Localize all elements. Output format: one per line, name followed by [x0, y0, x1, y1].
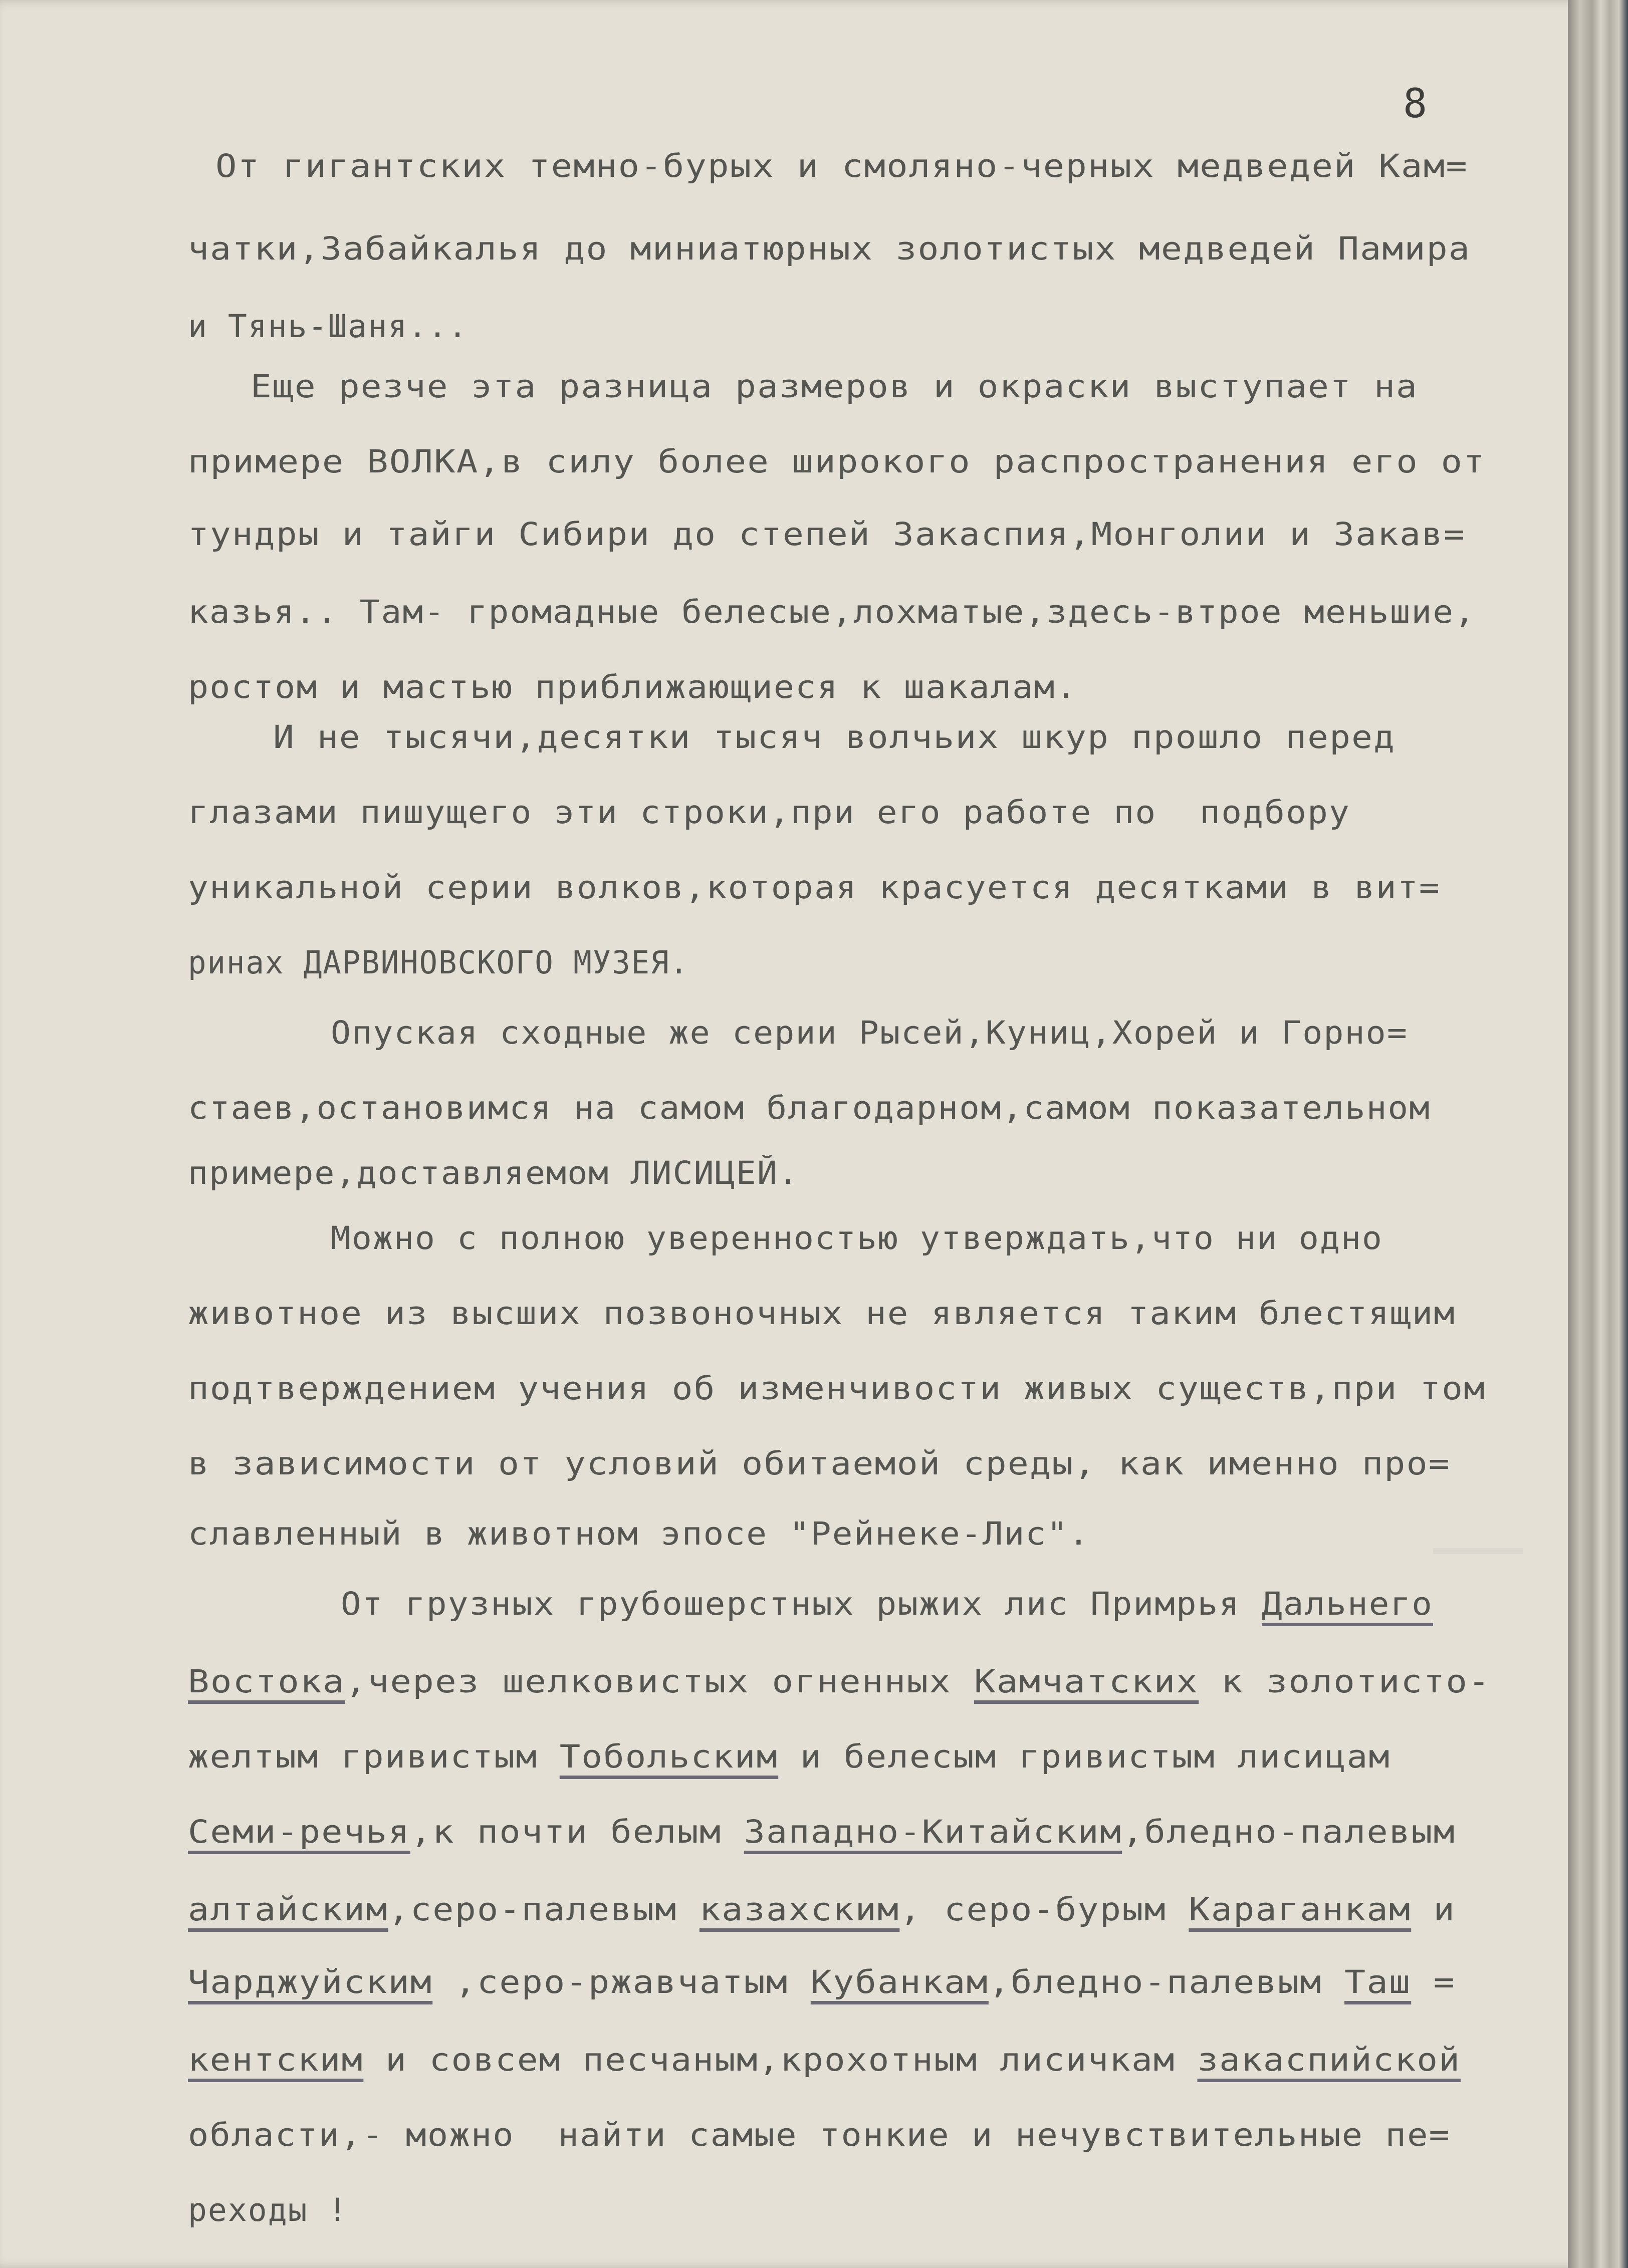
text-line [188, 1663, 1491, 1700]
underlined-word: Кубанкам [810, 1964, 989, 2000]
underlined-word: Семи-речья [188, 1814, 410, 1850]
underlined-word: Камчатских [974, 1663, 1199, 1700]
text-segment: реходы ! [188, 2192, 348, 2228]
text-segment: Можно с полною уверенностью утверждать,что ни одно [331, 1220, 1383, 1256]
underlined-word: алтайским [188, 1891, 388, 1928]
text-line [188, 1814, 1456, 1850]
underlined-word: Тобольским [559, 1738, 779, 1775]
text-segment: Опуская сходные же серии Рысей,Куниц,Хорей и Горно= [331, 1015, 1408, 1051]
text-segment: чатки,Забайкалья до миниатюрных золотистых медведей Памира [188, 230, 1471, 267]
text-segment: , серо-бурым [899, 1891, 1189, 1928]
text-line [188, 2117, 1451, 2153]
underlined-word: Таш [1344, 1964, 1412, 2000]
text-segment: ,бледно-палевым [1122, 1814, 1456, 1850]
text-line [188, 794, 1350, 831]
text-line [188, 1370, 1486, 1407]
text-segment: и белесым гривистым лисицам [778, 1738, 1390, 1775]
underlined-word: казахским [699, 1891, 900, 1928]
text-line [188, 443, 1486, 480]
underlined-word: Чарджуйским [188, 1964, 433, 2000]
underlined-word: Востока [188, 1663, 345, 1700]
underlined-word: Западно-Китайским [744, 1814, 1122, 1850]
text-line [215, 148, 1468, 184]
text-segment: и Тянь-Шаня... [188, 308, 469, 345]
text-segment: уникальной серии волков,которая красуется десятками в вит= [188, 869, 1441, 906]
underlined-word: Дальнего [1262, 1586, 1433, 1622]
text-line [188, 1964, 1456, 2000]
text-line [188, 230, 1471, 267]
text-segment: ,серо-ржавчатым [432, 1964, 811, 2000]
text-segment: подтверждением учения об изменчивости живых существ,при том [188, 1370, 1486, 1407]
text-segment: животное из высших позвоночных не является таким блестящим [188, 1295, 1456, 1332]
text-segment: ,через шелковистых огненных [345, 1663, 974, 1700]
text-line [188, 1445, 1451, 1482]
page-stack-edge [1568, 0, 1628, 2268]
text-segment: желтым гривистым [188, 1738, 560, 1775]
text-segment: и совсем песчаным,крохотным лисичкам [363, 2042, 1198, 2078]
underlined-word: закаспийской [1197, 2042, 1461, 2078]
text-segment: славленный в животном эпосе "Рейнеке-Лис". [188, 1516, 1090, 1552]
text-line [188, 1155, 799, 1191]
text-segment: ,к почти белым [410, 1814, 744, 1850]
text-line [188, 516, 1466, 553]
paper-mark [1433, 1548, 1523, 1554]
text-line [188, 944, 689, 981]
text-segment: стаев,остановимся на самом благодарном,самом показательном [188, 1090, 1431, 1126]
text-line [341, 1586, 1433, 1622]
text-line [188, 869, 1441, 906]
text-line [188, 1516, 1090, 1552]
underlined-word: Караганкам [1189, 1891, 1412, 1928]
text-segment: ,бледно-палевым [988, 1964, 1345, 2000]
text-line [188, 308, 468, 345]
text-segment: От грузных грубошерстных рыжих лис Примрья [341, 1586, 1262, 1622]
text-line [188, 1295, 1456, 1332]
text-segment: ,серо-палевым [388, 1891, 700, 1928]
text-segment: = [1411, 1964, 1456, 2000]
text-segment: в зависимости от условий обитаемой среды, как именно про= [188, 1445, 1451, 1482]
text-segment: Еще резче эта разница размеров и окраски выступает на [251, 368, 1418, 405]
text-line [188, 1891, 1456, 1928]
text-segment: ринах ДАРВИНОВСКОГО МУЗЕЯ. [188, 944, 689, 981]
text-line [273, 719, 1396, 755]
text-line [188, 594, 1476, 630]
text-segment: к золотисто- [1199, 1663, 1491, 1700]
text-segment: тундры и тайги Сибири до степей Закаспия,Монголии и Закав= [188, 516, 1466, 553]
text-segment: примере,доставляемом ЛИСИЦЕЙ. [188, 1155, 799, 1191]
text-segment: И не тысячи,десятки тысяч волчьих шкур прошло перед [273, 719, 1396, 755]
text-line [251, 368, 1418, 405]
text-segment: области,- можно найти самые тонкие и нечувствительные пе= [188, 2117, 1451, 2153]
text-line [188, 2042, 1461, 2078]
text-line [188, 1090, 1431, 1126]
text-line [331, 1220, 1383, 1256]
text-segment: и [1411, 1891, 1456, 1928]
page-number: 8 [1403, 80, 1428, 127]
text-line [188, 669, 1077, 705]
underlined-word: кентским [188, 2042, 364, 2078]
text-segment: ростом и мастью приближающиеся к шакалам. [188, 669, 1077, 705]
text-line [188, 1738, 1390, 1775]
text-segment: казья.. Там- громадные белесые,лохматые,здесь-втрое меньшие, [188, 594, 1476, 630]
text-segment: примере ВОЛКА,в силу более широкого распространения его от [188, 443, 1486, 480]
text-segment: глазами пишущего эти строки,при его работе по подбору [188, 794, 1350, 831]
text-line [188, 2192, 348, 2228]
text-segment: От гигантских темно-бурых и смоляно-черных медведей Кам= [215, 148, 1468, 184]
text-line [331, 1015, 1408, 1051]
